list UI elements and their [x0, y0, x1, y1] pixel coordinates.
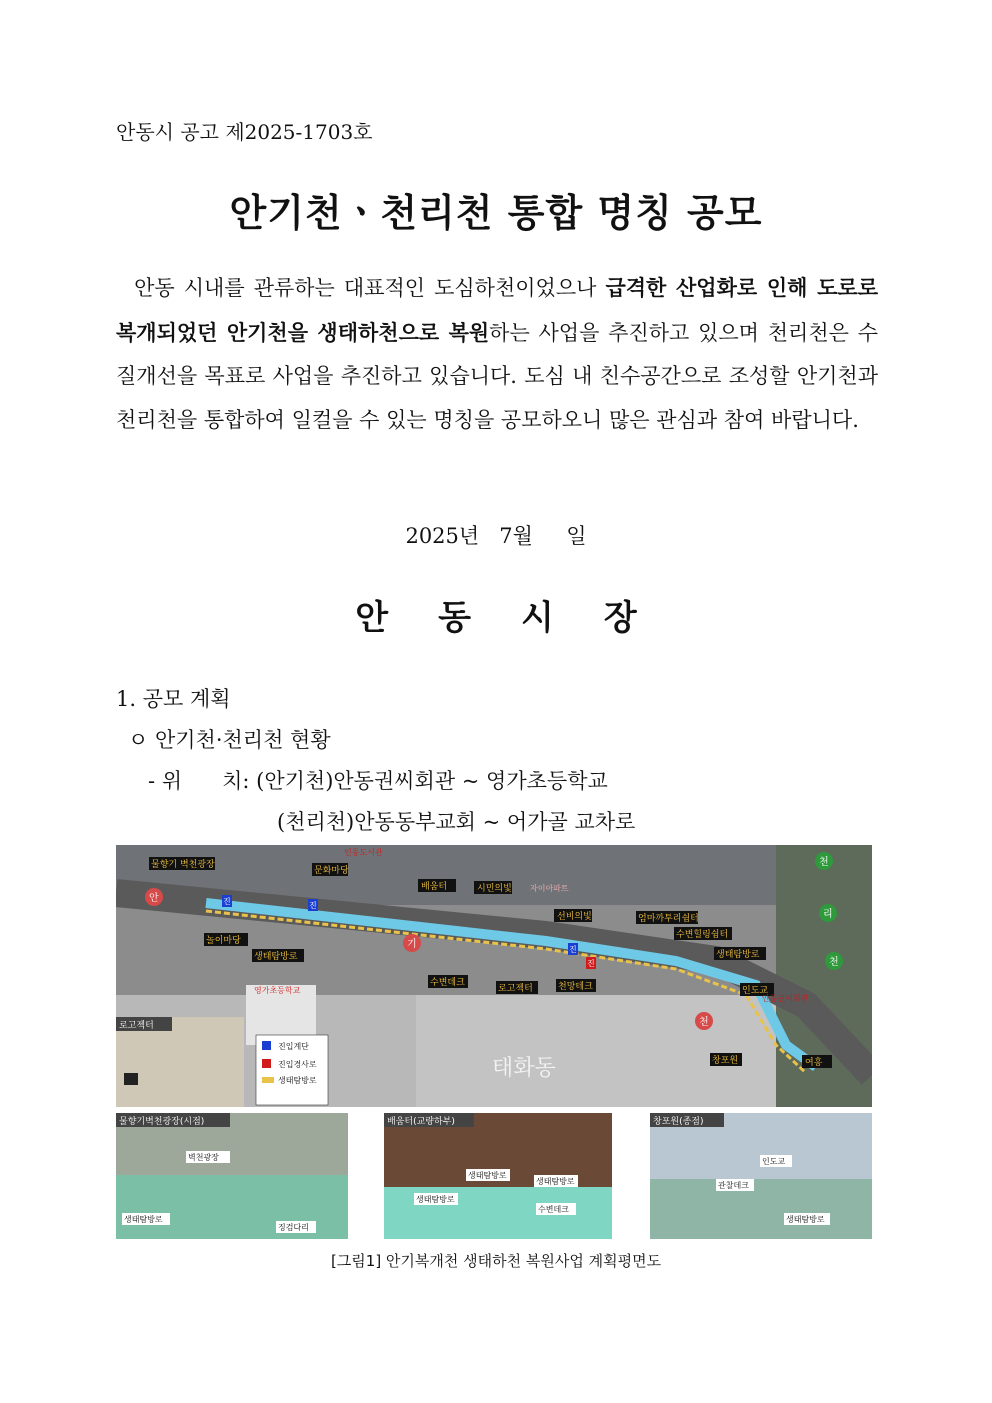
svg-text:진: 진 [587, 959, 595, 968]
svg-text:기: 기 [407, 939, 417, 950]
location-line-1: - 위 치: (안기천)안동권씨회관 ~ 영가초등학교 [148, 769, 608, 793]
page-title: 안기천ㆍ천리천 통합 명칭 공모 [229, 190, 763, 235]
svg-text:진입경사로: 진입경사로 [278, 1060, 317, 1069]
plan-figure [116, 845, 872, 1239]
map-label: 태화동 [492, 1056, 556, 1081]
map-label: 수변데크 [430, 978, 465, 988]
svg-text:인도교: 인도교 [762, 1157, 786, 1166]
notice-date: 2025년 7월 일 [405, 524, 587, 548]
map-label: 자이아파트 [530, 884, 569, 893]
map-label: 영가초등학교 [254, 986, 301, 995]
svg-text:배움터(교량하부): 배움터(교량하부) [387, 1117, 455, 1127]
map-label: 시민의빛 [477, 884, 512, 894]
photo-panel-1 [116, 1113, 348, 1239]
photo-panel-2 [384, 1113, 612, 1239]
svg-text:생태탐방로: 생태탐방로 [786, 1215, 825, 1224]
map-label: 배움터 [421, 882, 448, 892]
svg-text:벽천광장: 벽천광장 [188, 1153, 219, 1162]
svg-text:천: 천 [699, 1017, 709, 1028]
body-paragraph [116, 266, 878, 442]
svg-text:수변데크: 수변데크 [538, 1205, 569, 1214]
svg-text:진: 진 [569, 945, 577, 954]
svg-text:생태탐방로: 생태탐방로 [416, 1195, 455, 1204]
map-label: 놀이마당 [206, 936, 241, 946]
svg-text:리: 리 [823, 909, 833, 920]
svg-text:진: 진 [309, 901, 317, 910]
figure-caption: [그림1] 안기복개천 생태하천 복원사업 계획평면도 [330, 1252, 662, 1270]
map-label: 인도교 [742, 986, 769, 996]
svg-text:생태탐방로: 생태탐방로 [468, 1171, 507, 1180]
svg-text:생태탐방로: 생태탐방로 [278, 1076, 317, 1085]
body-text-1: 안동 시내를 관류하는 대표적인 도심하천이었으나 [134, 276, 606, 300]
svg-text:진: 진 [223, 897, 231, 906]
svg-text:생태탐방로: 생태탐방로 [124, 1215, 163, 1224]
map-label: 선비의빛 [557, 912, 592, 922]
svg-text:물향기벽천광장(시점): 물향기벽천광장(시점) [119, 1117, 205, 1127]
map-label: 안동권씨회관 [762, 994, 809, 1003]
subsection-heading: ㅇ 안기천·천리천 현황 [128, 728, 331, 752]
map-label: 생태탐방로 [254, 952, 298, 962]
map-label: 물향기 벽천광장 [151, 860, 215, 870]
map-legend [256, 1035, 328, 1105]
issuer-mayor: 안동시장 [355, 598, 687, 638]
map-label: 로고젝터 [498, 984, 533, 994]
map-label: 수변힐링쉼터 [676, 930, 729, 940]
svg-text:관찰데크: 관찰데크 [718, 1181, 749, 1190]
svg-text:창포원(종점): 창포원(종점) [653, 1117, 704, 1127]
map-label: 여흥 [805, 1058, 823, 1068]
body-emphasis: 급격한 산업화로 인해 도로로 복개되었던 안기천을 생태하천으로 복원 [116, 275, 878, 345]
location-line-2: (천리천)안동동부교회 ~ 어가골 교차로 [277, 810, 636, 834]
map-label: 인동도서관 [344, 848, 383, 857]
photo-panel-3 [650, 1113, 872, 1239]
map-label: 엄마까투리쉼터 [638, 914, 699, 924]
map-label: 문화마당 [314, 866, 349, 876]
svg-text:천: 천 [829, 957, 839, 968]
svg-text:생태탐방로: 생태탐방로 [536, 1177, 575, 1186]
notice-number: 안동시 공고 제2025-1703호 [116, 120, 373, 144]
svg-text:진입계단: 진입계단 [278, 1042, 309, 1051]
svg-text:로고젝터: 로고젝터 [119, 1021, 154, 1031]
map-label: 창포원 [712, 1056, 739, 1066]
svg-text:징검다리: 징검다리 [278, 1223, 309, 1232]
svg-text:안: 안 [149, 893, 159, 904]
section-heading: 1. 공모 계획 [116, 687, 231, 711]
map-label: 천망테크 [558, 982, 593, 992]
map-label: 생태탐방로 [716, 950, 760, 960]
body-text-2: 하는 사업을 추진하고 있으며 천리천은 수질개선을 목표로 사업을 추진하고 있습니다. 도심 내 친수공간으로 조성할 안기천과 천리천을 통합하여 일컬을 수 있는 명칭을 공모하오니 많은 관심과 참여 바랍니다. [116, 320, 878, 432]
svg-text:천: 천 [819, 857, 829, 868]
